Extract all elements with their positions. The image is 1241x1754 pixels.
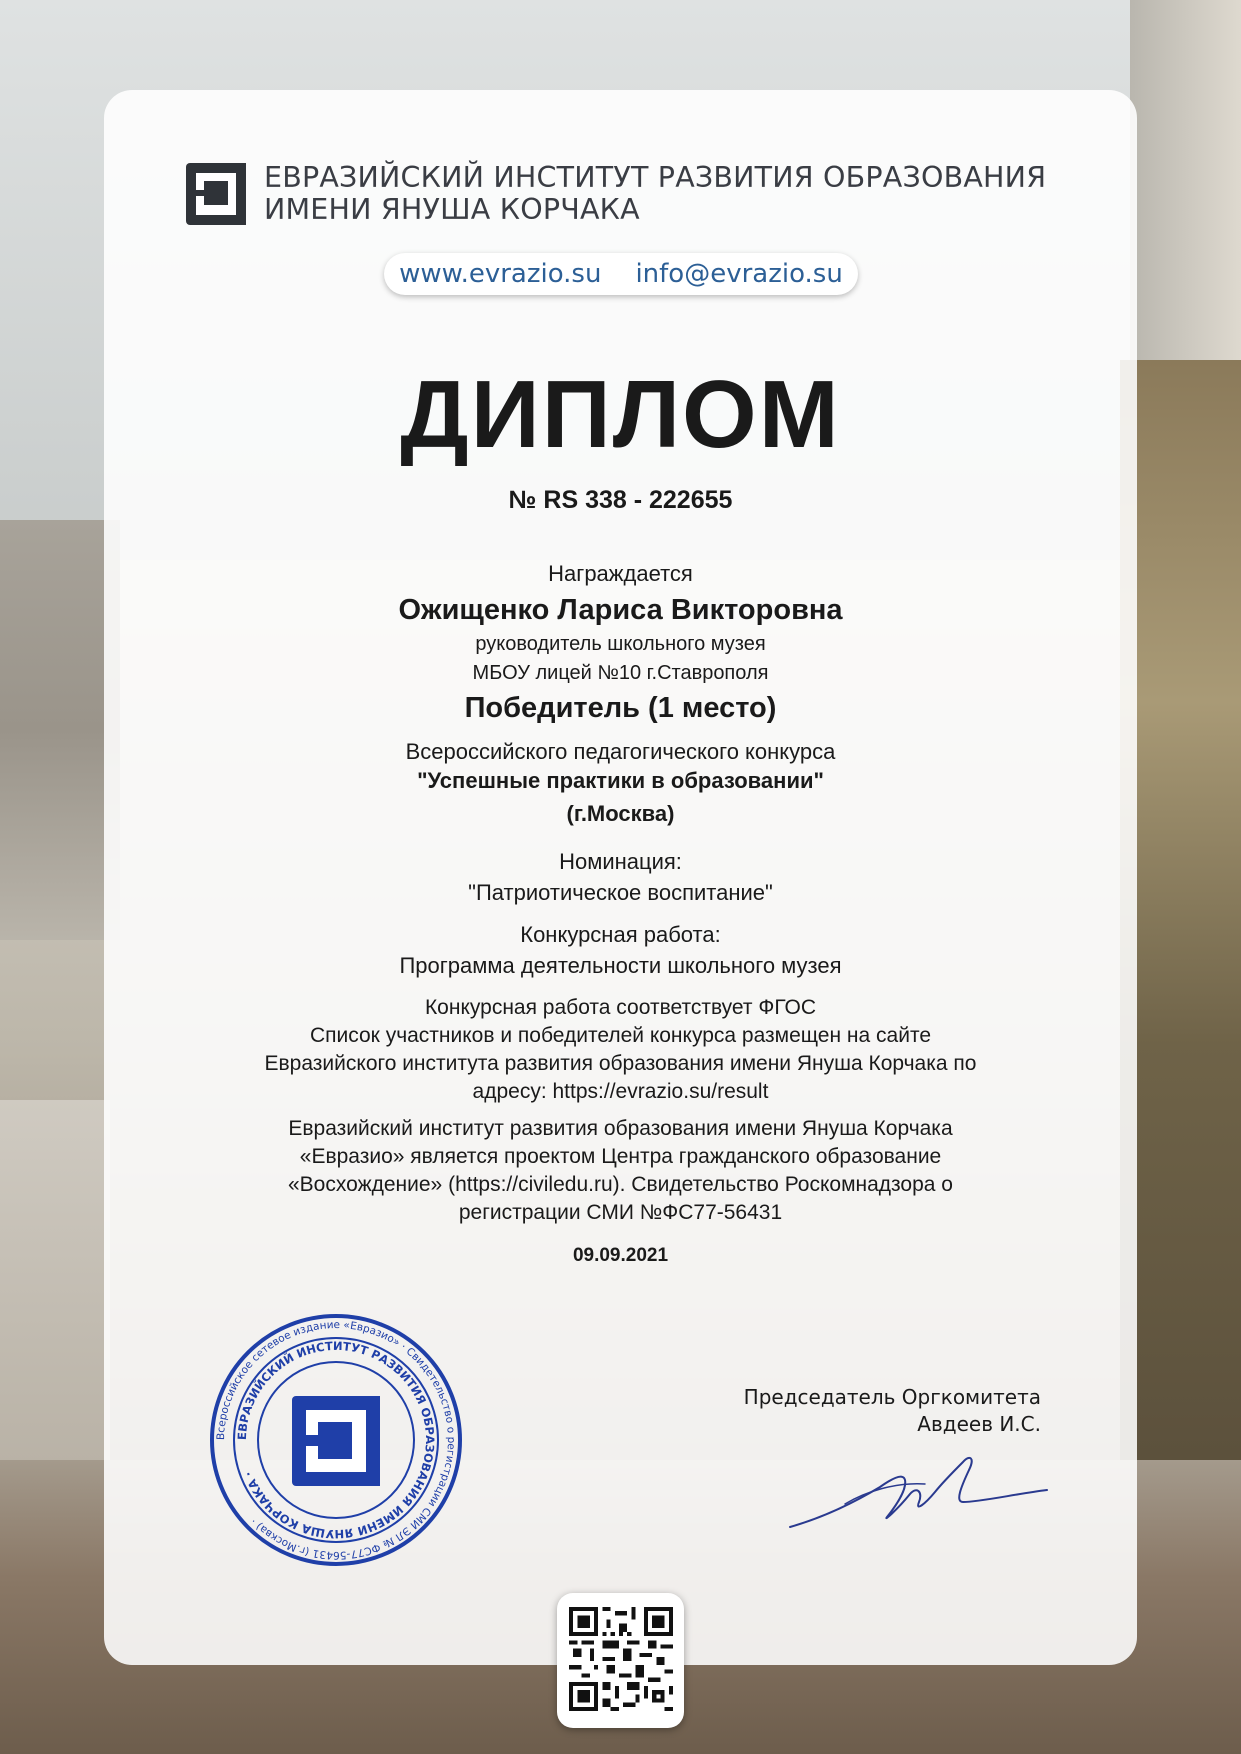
signature-image [785,1432,1055,1542]
work-value: Программа деятельности школьного музея [399,953,842,978]
institute-header [186,162,1046,226]
legal-paragraph [104,1115,1137,1227]
website-link[interactable]: www.evrazio.su [399,259,602,289]
institute-name-line1: ЕВРАЗИЙСКИЙ ИНСТИТУТ РАЗВИТИЯ ОБРАЗОВАНИЯ [264,161,1047,194]
qr-code-box[interactable] [557,1593,684,1728]
legal-line: Евразийский институт развития образования имени Януша Корчака [288,1117,953,1140]
award-place: Победитель (1 место) [464,692,777,724]
stamp-logo-icon [292,1396,380,1486]
background-wall [1130,0,1241,380]
email-link[interactable]: info@evrazio.su [635,259,843,289]
recipient-name: Ожищенко Лариса Викторовна [398,594,843,626]
legal-line: «Евразио» является проектом Центра гражданского образование [299,1145,942,1168]
work-label: Конкурсная работа: [520,922,721,947]
institute-name-line2: ИМЕНИ ЯНУША КОРЧАКА [264,193,640,226]
qr-code-icon [569,1607,673,1711]
info-line: Евразийского института развития образования имени Януша Корчака по [264,1052,977,1075]
info-paragraph [104,994,1137,1106]
stamp-outer-text: Всероссийское сетевое издание «Евразио» · Свидетельство о регистрации СМИ ЭЛ № ФС77-56431 (г.Москва) · [214,1318,458,1562]
contacts-pill [384,253,858,295]
background-trees [0,520,120,940]
nomination-label: Номинация: [559,849,682,874]
background-soldier [1120,360,1241,1500]
signatory-name: Авдеев И.С. [917,1412,1041,1436]
info-line: Список участников и победителей конкурса размещен на сайте [309,1024,932,1047]
diploma-date: 09.09.2021 [572,1245,669,1266]
awarded-label: Награждается [548,561,693,586]
stamp-inner-text: ЕВРАЗИЙСКИЙ ИНСТИТУТ РАЗВИТИЯ ОБРАЗОВАНИЯ ИМЕНИ ЯНУША КОРЧАКА · [234,1338,438,1542]
legal-line: регистрации СМИ №ФС77-56431 [458,1201,783,1224]
recipient-organization: МБОУ лицей №10 г.Ставрополя [472,662,769,684]
signatory-title: Председатель Оргкомитета [743,1385,1041,1409]
nomination-value: "Патриотическое воспитание" [468,880,773,905]
diploma-title: ДИПЛОМ [400,361,841,468]
recipient-position: руководитель школьного музея [475,633,766,655]
contest-name: "Успешные практики в образовании" [417,768,824,793]
info-line: адресу: https://evrazio.su/result [472,1080,769,1103]
legal-line: «Восхождение» (https://civiledu.ru). Свидетельство Роскомнадзора о [288,1173,953,1196]
background-ruin [0,1100,110,1480]
contest-city: (г.Москва) [566,801,675,826]
info-line: Конкурсная работа соответствует ФГОС [424,996,817,1019]
diploma-number: № RS 338 - 222655 [508,486,733,514]
institute-stamp [208,1312,464,1568]
institute-logo-icon [186,163,246,225]
contest-type: Всероссийского педагогического конкурса [405,739,836,764]
